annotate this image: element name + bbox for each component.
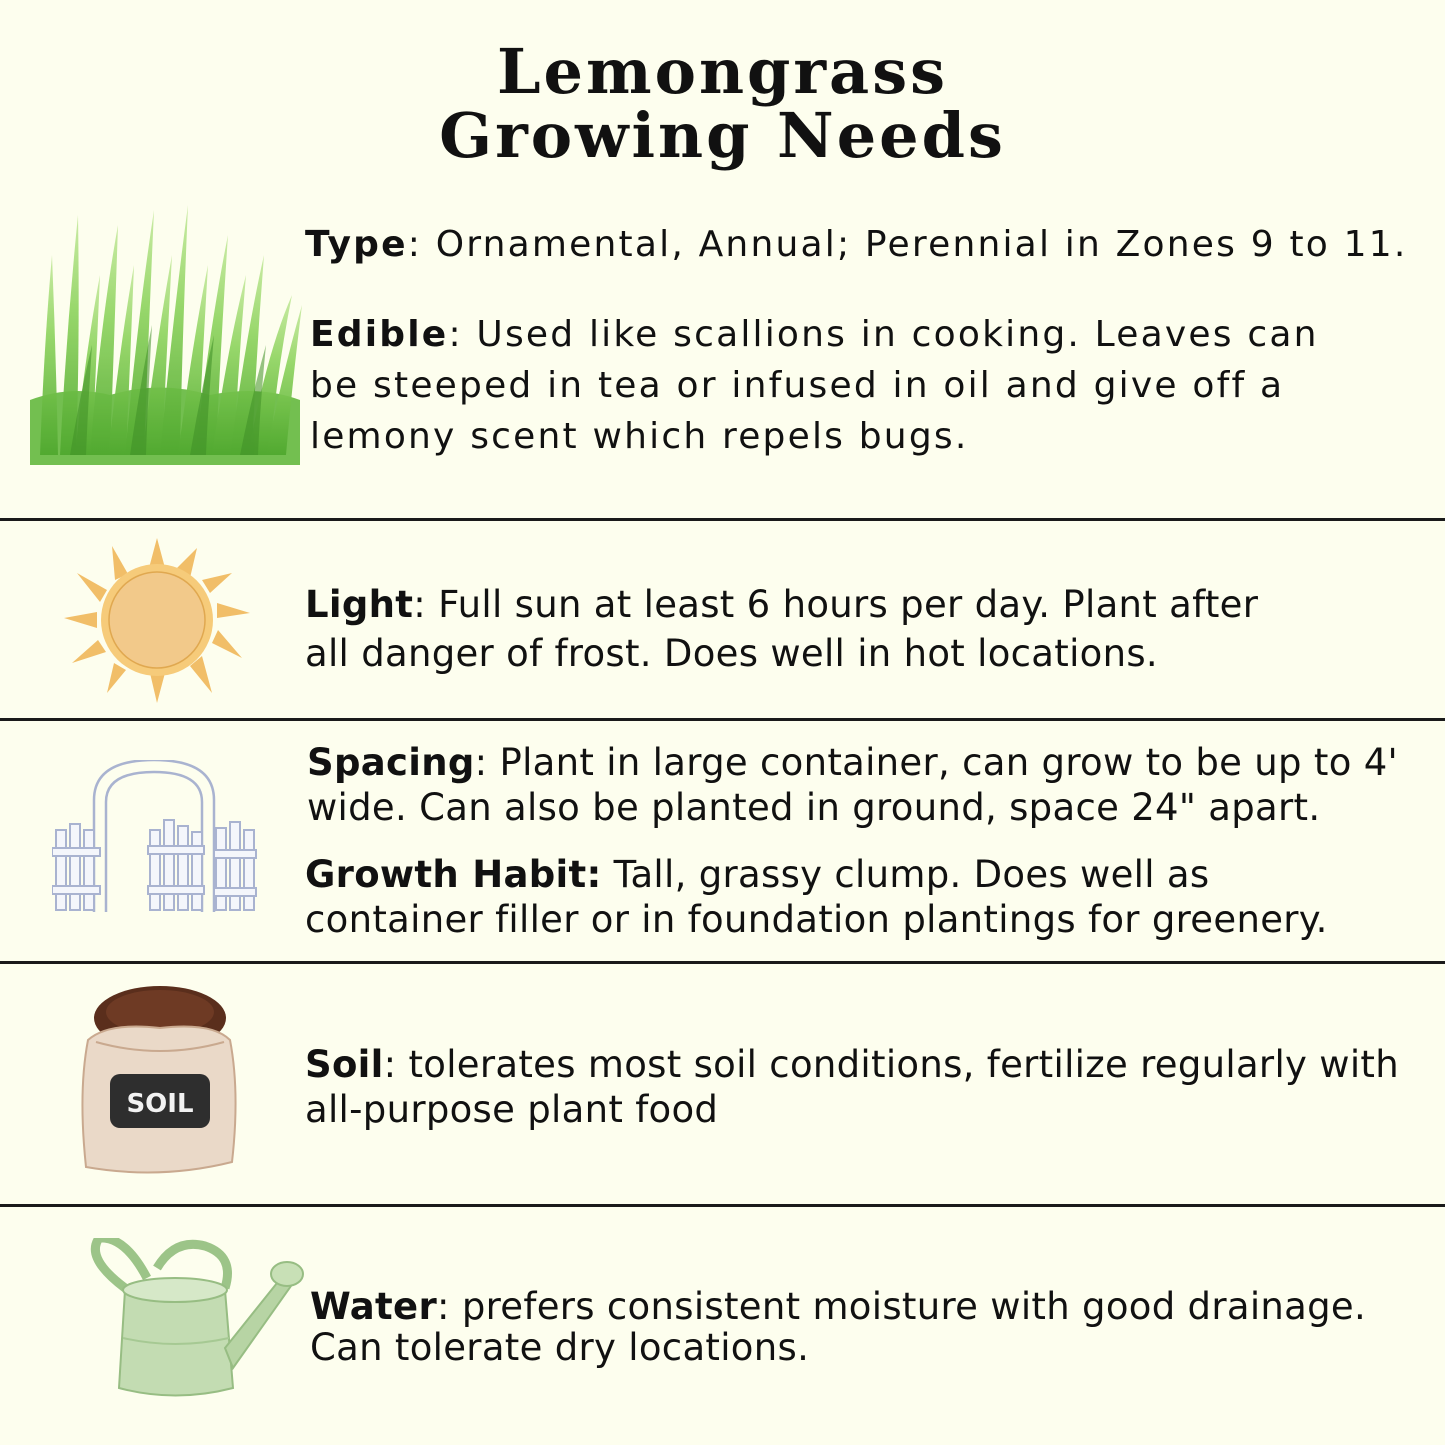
divider-2	[0, 718, 1445, 721]
soil-bag-icon	[78, 982, 240, 1177]
growth-habit-text-1: Tall, grassy clump. Does well as	[601, 853, 1210, 896]
edible-line-2: be steeped in tea or infused in oil and give off a	[310, 365, 1285, 406]
sun-icon	[62, 538, 252, 703]
divider-1	[0, 518, 1445, 521]
soil-bag-label: SOIL	[126, 1089, 194, 1119]
soil-label: Soil	[305, 1043, 384, 1086]
type-line	[305, 220, 1407, 270]
type-text: : Ornamental, Annual; Perennial in Zones 9 to 11.	[407, 224, 1408, 265]
type-label: Type	[305, 224, 408, 265]
edible-label: Edible	[310, 314, 449, 355]
growth-habit-line-2: container filler or in foundation plantings for greenery.	[305, 898, 1328, 941]
grass-icon	[30, 195, 305, 465]
light-label: Light	[305, 583, 414, 626]
water-label: Water	[310, 1285, 437, 1328]
page-title	[0, 35, 1445, 172]
divider-4	[0, 1204, 1445, 1207]
growth-habit-line-1	[305, 850, 1209, 900]
light-line-2: all danger of frost. Does well in hot locations.	[305, 632, 1158, 675]
watering-can-icon	[85, 1238, 305, 1403]
light-line-1	[305, 580, 1258, 630]
light-text-1: : Full sun at least 6 hours per day. Plant after	[413, 583, 1259, 626]
growth-habit-label: Growth Habit:	[305, 853, 602, 896]
spacing-line-2: wide. Can also be planted in ground, space 24" apart.	[307, 786, 1321, 829]
spacing-text-1: : Plant in large container, can grow to be up to 4'	[474, 741, 1399, 784]
soil-line-1	[305, 1040, 1399, 1090]
divider-3	[0, 961, 1445, 964]
soil-line-2: all-purpose plant food	[305, 1088, 719, 1131]
title-line-1: Lemongrass	[496, 35, 949, 108]
water-text-1: : prefers consistent moisture with good drainage.	[437, 1285, 1367, 1328]
title-line-2: Growing Needs	[439, 99, 1006, 172]
soil-text-1: : tolerates most soil conditions, fertilize regularly with	[383, 1043, 1399, 1086]
spacing-line-1	[307, 738, 1398, 788]
garden-gate-icon	[52, 760, 257, 912]
edible-line-1	[310, 310, 1319, 360]
spacing-label: Spacing	[307, 741, 475, 784]
edible-text-1: : Used like scallions in cooking. Leaves can	[448, 314, 1319, 355]
edible-line-3: lemony scent which repels bugs.	[310, 416, 969, 457]
water-line-2: Can tolerate dry locations.	[310, 1326, 810, 1369]
